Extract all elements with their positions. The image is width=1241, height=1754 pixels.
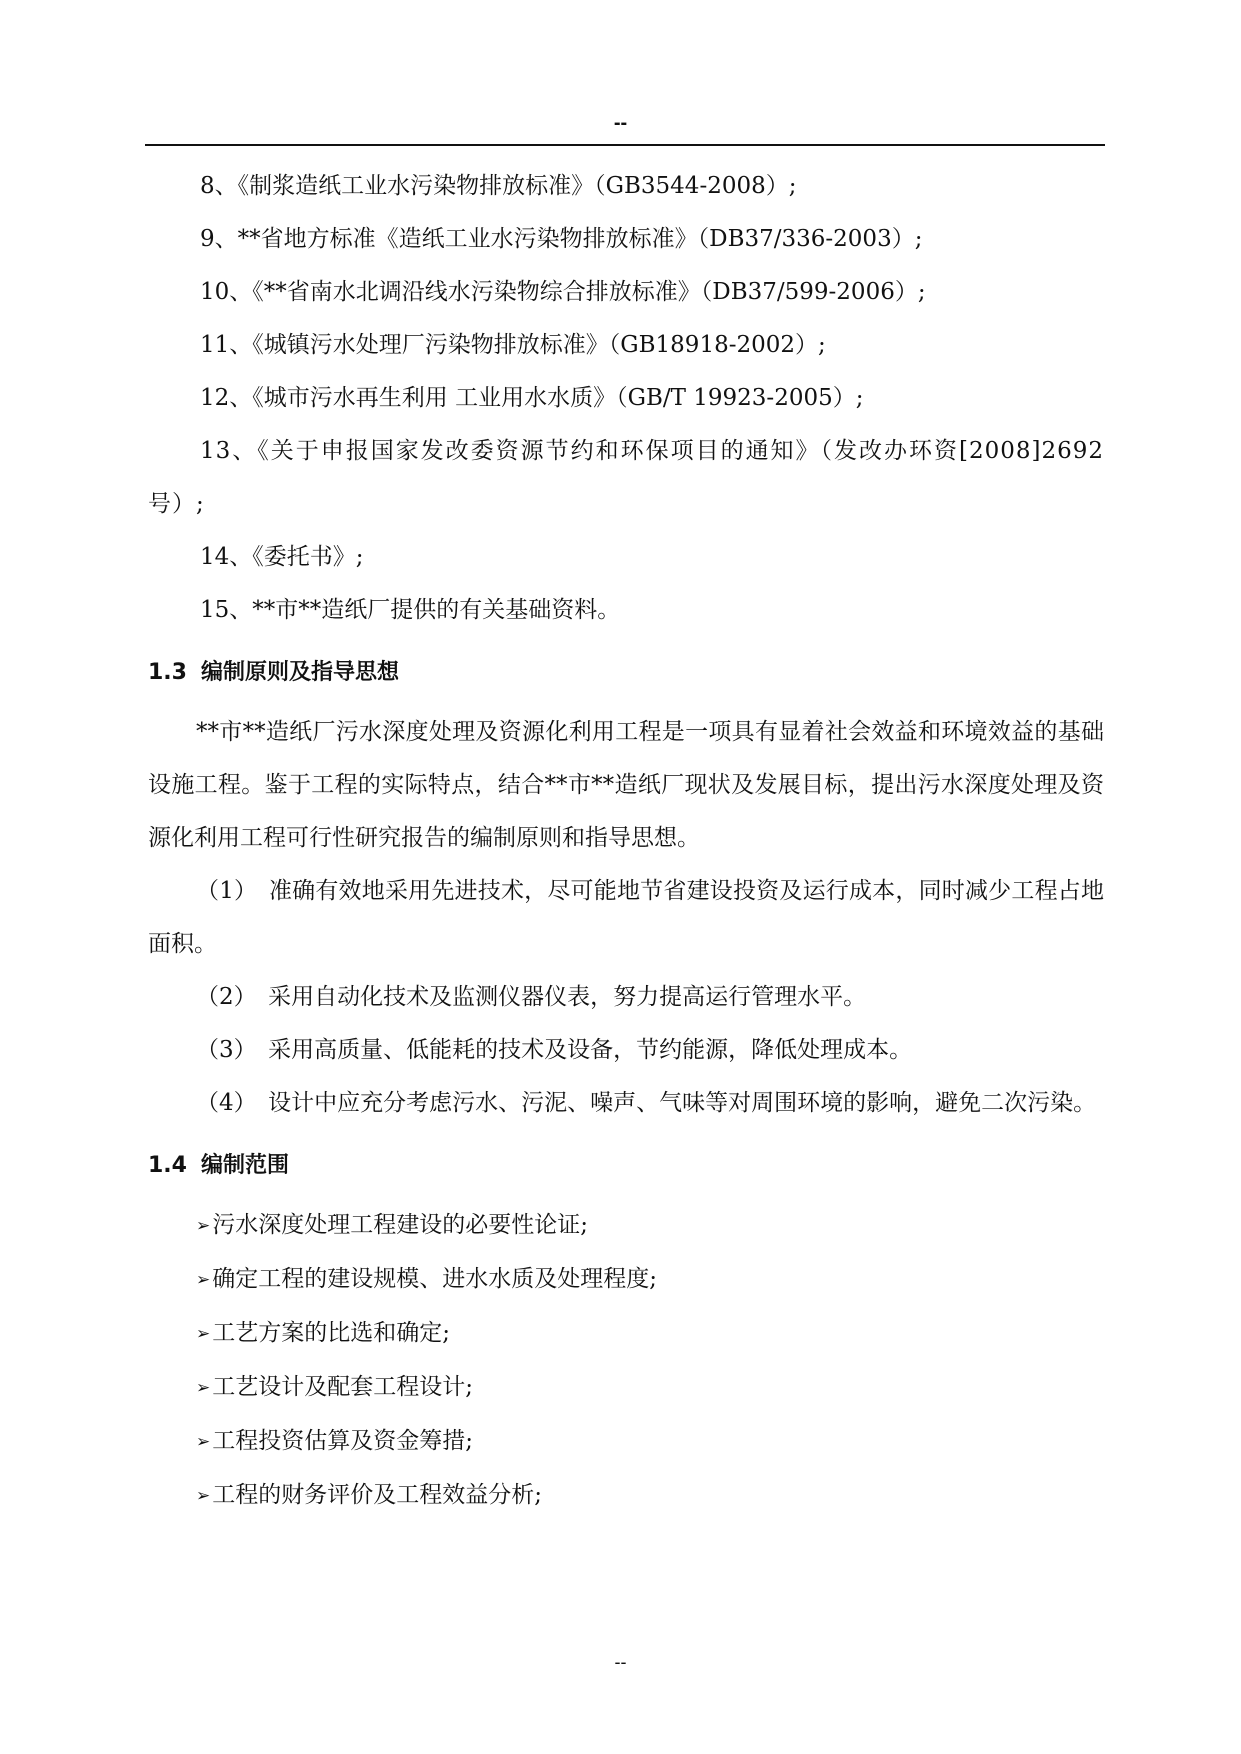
scope-item-text: 污水深度处理工程建设的必要性论证; [212, 1212, 588, 1238]
scope-item [148, 1199, 1104, 1253]
reference-item-12: 12、《城市污水再生利用 工业用水水质》（GB/T 19923-2005）; [200, 385, 864, 411]
section-number: 1.4 [148, 1153, 187, 1178]
section-title: 编制范围 [200, 1153, 289, 1178]
section-intro-paragraph: **市**造纸厂污水深度处理及资源化利用工程是一项具有显着社会效益和环境效益的基础设施工程。鉴于工程的实际特点，结合**市**造纸厂现状及发展目标，提出污水深度处理及资源化利用工程可行性研究报告的编制原则和指导思想。 [148, 719, 1104, 851]
reference-item-9: 9、**省地方标准《造纸工业水污染物排放标准》（DB37/336-2003）; [200, 226, 923, 252]
reference-item-15: 15、**市**造纸厂提供的有关基础资料。 [200, 597, 621, 623]
scope-item-text: 工程的财务评价及工程效益分析; [212, 1482, 542, 1508]
section-heading-1-3 [148, 637, 1104, 706]
header-rule [145, 144, 1105, 146]
scope-item-text: 工艺方案的比选和确定; [212, 1320, 450, 1346]
principle-item-2: （2） 采用自动化技术及监测仪器仪表，努力提高运行管理水平。 [196, 984, 867, 1010]
scope-item [148, 1361, 1104, 1415]
principle-item-4: （4） 设计中应充分考虑污水、污泥、噪声、气味等对周围环境的影响，避免二次污染。 [196, 1090, 1097, 1116]
scope-item [148, 1469, 1104, 1523]
reference-item-8: 8、《制浆造纸工业水污染物排放标准》（GB3544-2008）; [200, 173, 797, 199]
section-number: 1.3 [148, 660, 187, 685]
reference-list [148, 160, 1104, 637]
arrow-bullet-icon: ➢ [196, 1216, 211, 1236]
scope-item [148, 1253, 1104, 1307]
arrow-bullet-icon: ➢ [196, 1486, 211, 1506]
principle-item-1: （1） 准确有效地采用先进技术，尽可能地节省建设投资及运行成本，同时减少工程占地面积。 [148, 878, 1104, 957]
page-footer-mark: -- [614, 1652, 627, 1672]
scope-item-text: 确定工程的建设规模、进水水质及处理程度; [212, 1266, 657, 1292]
scope-item-text: 工程投资估算及资金筹措; [212, 1428, 473, 1454]
section-title: 编制原则及指导思想 [200, 660, 399, 685]
arrow-bullet-icon: ➢ [196, 1432, 211, 1452]
page-header-mark: -- [613, 112, 628, 134]
scope-item-text: 工艺设计及配套工程设计; [212, 1374, 473, 1400]
reference-item-13: 13、《关于申报国家发改委资源节约和环保项目的通知》（发改办环资[2008]2692号）; [148, 438, 1104, 517]
reference-item-10: 10、《**省南水北调沿线水污染物综合排放标准》（DB37/599-2006）; [200, 279, 926, 305]
scope-list [148, 1199, 1104, 1523]
reference-item-14: 14、《委托书》; [200, 544, 364, 570]
scope-item [148, 1307, 1104, 1361]
scope-item [148, 1415, 1104, 1469]
arrow-bullet-icon: ➢ [196, 1324, 211, 1344]
arrow-bullet-icon: ➢ [196, 1270, 211, 1290]
reference-item-11: 11、《城镇污水处理厂污染物排放标准》（GB18918-2002）; [200, 332, 826, 358]
arrow-bullet-icon: ➢ [196, 1378, 211, 1398]
document-body [148, 160, 1104, 1523]
section-heading-1-4 [148, 1130, 1104, 1199]
principle-item-3: （3） 采用高质量、低能耗的技术及设备，节约能源，降低处理成本。 [196, 1037, 913, 1063]
